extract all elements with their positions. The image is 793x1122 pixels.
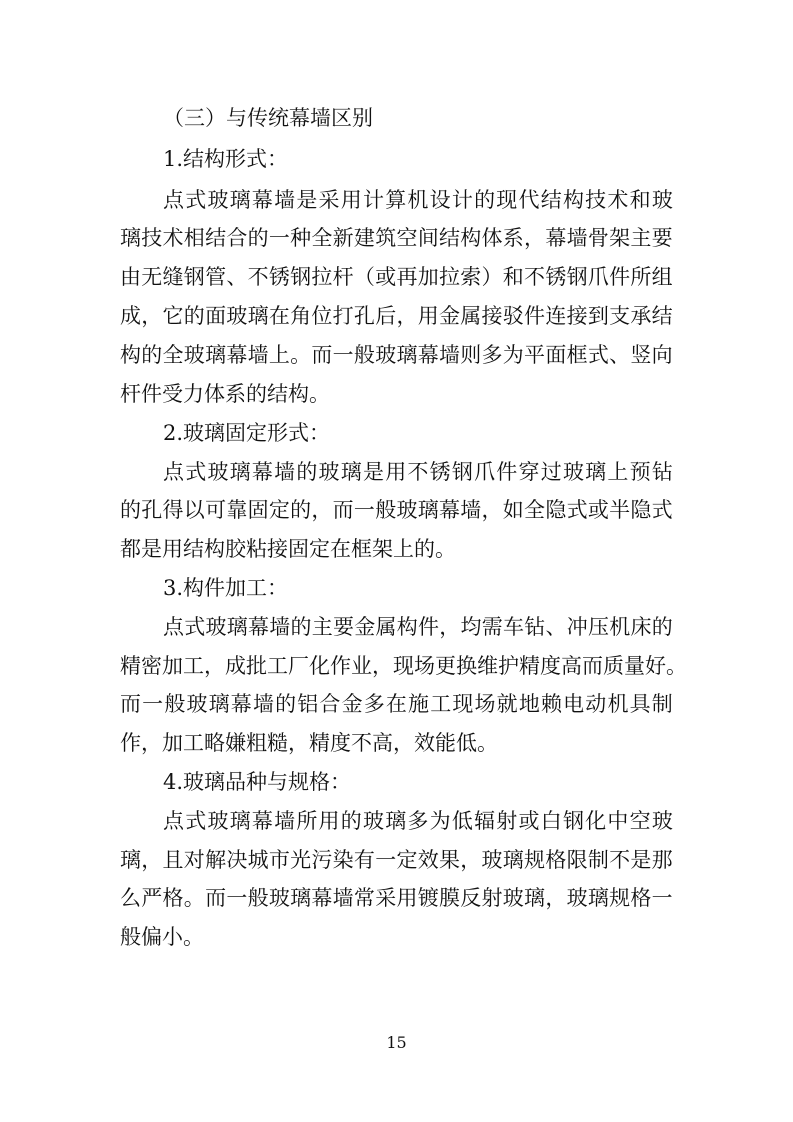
text-line: 杆件受力体系的结构。 (120, 382, 330, 406)
text-line: 么 严 格 。 而 一 般 玻 璃 幕 墙 常 采 用 镀 膜 反 射 玻 璃 ， 玻 璃 规 格 一 (120, 886, 673, 910)
text-line: 而 一 般 玻 璃 幕 墙 的 铝 合 金 多 在 施 工 现 场 就 地 赖 电 动 机 具 制 (120, 692, 673, 716)
text-line: 作，加工略嫌粗糙，精度不高，效能低。 (120, 731, 498, 755)
text-line: 的 孔 得 以 可 靠 固 定 的 ， 而 一 般 玻 璃 幕 墙 ， 如 全 隐 式 或 半 隐 式 (120, 498, 673, 522)
text-line: 般偏小。 (120, 925, 204, 949)
text-line: 璃 技 术 相 结 合 的 一 种 全 新 建 筑 空 间 结 构 体 系 ， 幕 墙 骨 架 主 要 (120, 226, 673, 250)
text-line: 璃 ， 且 对 解 决 城 市 光 污 染 有 一 定 效 果 ， 玻 璃 规 格 限 制 不 是 那 (120, 848, 673, 872)
text-line: 点 式 玻 璃 幕 墙 所 用 的 玻 璃 多 为 低 辐 射 或 白 钢 化 中 空 玻 (163, 809, 673, 833)
subheading-component-processing: 3.构件加工： (163, 576, 289, 600)
subheading-glass-fixing: 2.玻璃固定形式： (163, 421, 331, 445)
subheading-structure-form: 1.结构形式： (163, 147, 289, 171)
text-line: 构 的 全 玻 璃 幕 墙 上 。 而 一 般 玻 璃 幕 墙 则 多 为 平 面 框 式 、 竖 向 (120, 343, 673, 367)
text-line: 都是用结构胶粘接固定在框架上的。 (120, 537, 456, 561)
text-line: 由 无 缝 钢 管 、 不 锈 钢 拉 杆 （ 或 再 加 拉 索 ） 和 不 锈 钢 爪 件 所 组 (120, 265, 673, 289)
text-line: 点 式 玻 璃 幕 墙 是 采 用 计 算 机 设 计 的 现 代 结 构 技 术 和 玻 (163, 188, 673, 212)
section-heading: （三）与传统幕墙区别 (163, 106, 373, 130)
text-line: 成 ， 它 的 面 玻 璃 在 角 位 打 孔 后 ， 用 金 属 接 驳 件 连 接 到 支 承 结 (120, 304, 673, 328)
text-line: 点 式 玻 璃 幕 墙 的 玻 璃 是 用 不 锈 钢 爪 件 穿 过 玻 璃 上 预 钻 (163, 460, 673, 484)
subheading-glass-variety: 4.玻璃品种与规格： (163, 770, 352, 794)
text-line: 精 密 加 工 ， 成 批 工 厂 化 作 业 ， 现 场 更 换 维 护 精 度 高 而 质 量 好 。 (120, 654, 687, 678)
page-number: 15 (386, 1033, 407, 1052)
text-line: 点 式 玻 璃 幕 墙 的 主 要 金 属 构 件 ， 均 需 车 钻 、 冲 压 机 床 的 (163, 615, 673, 639)
